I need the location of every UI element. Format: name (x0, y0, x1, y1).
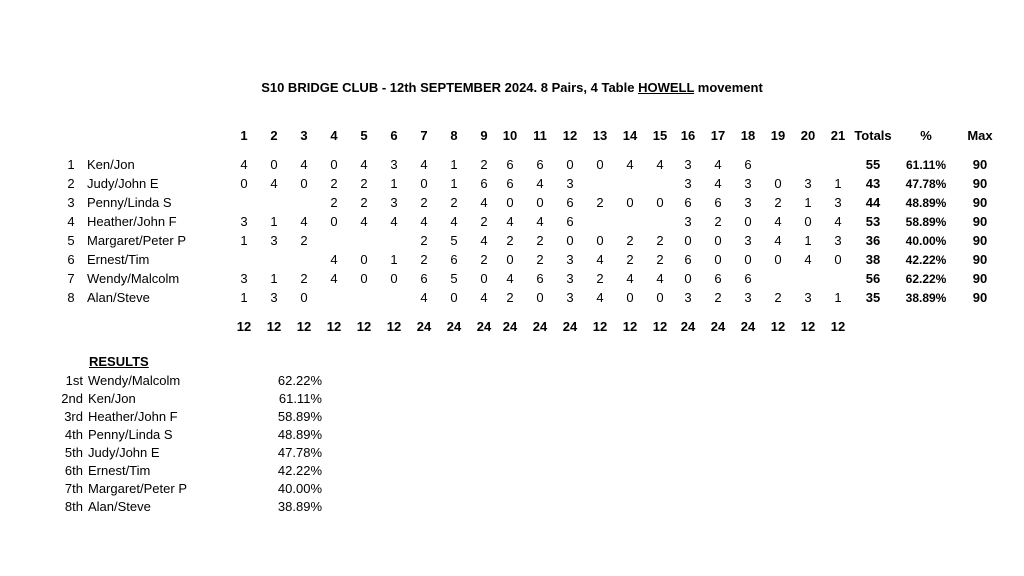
result-percent: 38.89% (277, 499, 322, 514)
score-cell: 0 (596, 233, 604, 248)
result-percent: 58.89% (277, 409, 322, 424)
pair-total: 35 (865, 290, 881, 305)
score-cell: 0 (420, 176, 428, 191)
score-cell: 2 (714, 214, 722, 229)
score-cell: 3 (684, 157, 692, 172)
score-cell: 2 (450, 195, 458, 210)
score-cell: 5 (450, 233, 458, 248)
score-cell: 2 (420, 233, 428, 248)
boards-count: 12 (296, 319, 312, 334)
score-cell: 2 (506, 233, 514, 248)
score-cell: 0 (506, 195, 514, 210)
result-percent: 48.89% (277, 427, 322, 442)
column-header: 17 (710, 128, 726, 143)
score-cell: 0 (330, 214, 338, 229)
score-cell: 4 (536, 176, 544, 191)
score-cell: 6 (684, 252, 692, 267)
totals-header: Totals (854, 128, 892, 143)
score-cell: 4 (420, 157, 428, 172)
score-cell: 2 (330, 195, 338, 210)
score-cell: 0 (656, 195, 664, 210)
score-cell: 1 (390, 176, 398, 191)
title-suffix: movement (694, 80, 763, 95)
result-percent: 61.11% (278, 391, 322, 406)
score-cell: 0 (626, 290, 634, 305)
result-name: Penny/Linda S (88, 427, 173, 442)
score-cell: 0 (596, 157, 604, 172)
score-cell: 1 (804, 195, 812, 210)
column-header: 21 (830, 128, 846, 143)
score-cell: 0 (300, 290, 308, 305)
score-cell: 2 (596, 195, 604, 210)
result-place: 5th (64, 445, 83, 460)
score-cell: 1 (804, 233, 812, 248)
score-cell: 2 (626, 252, 634, 267)
score-cell: 0 (684, 271, 692, 286)
score-cell: 0 (450, 290, 458, 305)
score-cell: 3 (744, 233, 752, 248)
score-cell: 6 (744, 157, 752, 172)
score-cell: 1 (450, 157, 458, 172)
score-cell: 2 (536, 233, 544, 248)
score-cell: 4 (270, 176, 278, 191)
score-cell: 2 (536, 252, 544, 267)
score-cell: 0 (774, 176, 782, 191)
column-header: 4 (330, 128, 338, 143)
score-cell: 6 (506, 176, 514, 191)
column-header: 19 (770, 128, 786, 143)
score-cell: 4 (506, 271, 514, 286)
column-header: 5 (360, 128, 368, 143)
score-cell: 2 (656, 233, 664, 248)
score-cell: 3 (684, 176, 692, 191)
score-cell: 0 (744, 214, 752, 229)
boards-count: 24 (532, 319, 548, 334)
boards-count: 24 (476, 319, 492, 334)
pair-name: Wendy/Malcolm (87, 271, 180, 286)
boards-count: 12 (266, 319, 282, 334)
score-cell: 4 (420, 290, 428, 305)
pair-percent: 62.22% (905, 272, 947, 286)
score-cell: 3 (270, 290, 278, 305)
score-cell: 6 (536, 157, 544, 172)
score-cell: 0 (270, 157, 278, 172)
score-cell: 3 (270, 233, 278, 248)
score-cell: 1 (390, 252, 398, 267)
column-header: 10 (502, 128, 518, 143)
score-cell: 4 (360, 214, 368, 229)
score-cell: 0 (656, 290, 664, 305)
result-place: 7th (64, 481, 83, 496)
score-cell: 3 (566, 271, 574, 286)
score-cell: 0 (714, 252, 722, 267)
pair-max: 90 (972, 195, 988, 210)
score-cell: 2 (360, 195, 368, 210)
score-cell: 4 (360, 157, 368, 172)
score-cell: 6 (450, 252, 458, 267)
score-cell: 3 (834, 233, 842, 248)
score-cell: 6 (566, 214, 574, 229)
score-cell: 0 (684, 233, 692, 248)
column-header: 11 (533, 128, 547, 143)
score-cell: 4 (714, 176, 722, 191)
score-cell: 4 (330, 252, 338, 267)
score-cell: 0 (566, 157, 574, 172)
result-name: Ken/Jon (88, 391, 136, 406)
boards-count: 12 (592, 319, 608, 334)
pair-percent: 47.78% (905, 177, 947, 191)
score-cell: 0 (300, 176, 308, 191)
score-cell: 2 (480, 157, 488, 172)
column-header: 8 (450, 128, 458, 143)
score-cell: 4 (626, 157, 634, 172)
score-cell: 4 (390, 214, 398, 229)
pair-percent: 58.89% (905, 215, 947, 229)
title-underlined-word: HOWELL (638, 80, 695, 95)
score-cell: 3 (684, 214, 692, 229)
boards-count: 24 (416, 319, 432, 334)
column-header: 1 (240, 128, 248, 143)
score-cell: 4 (450, 214, 458, 229)
result-percent: 40.00% (277, 481, 322, 496)
result-name: Wendy/Malcolm (88, 373, 181, 388)
pair-max: 90 (972, 271, 988, 286)
boards-count: 12 (800, 319, 816, 334)
pair-max: 90 (972, 157, 988, 172)
score-cell: 0 (744, 252, 752, 267)
score-cell: 4 (300, 157, 308, 172)
score-cell: 1 (240, 290, 248, 305)
score-cell: 6 (536, 271, 544, 286)
pair-number: 8 (67, 290, 75, 305)
result-place: 3rd (64, 409, 83, 424)
score-cell: 2 (596, 271, 604, 286)
result-name: Margaret/Peter P (88, 481, 187, 496)
score-cell: 4 (626, 271, 634, 286)
score-cell: 6 (684, 195, 692, 210)
boards-count: 12 (386, 319, 402, 334)
score-cell: 3 (566, 252, 574, 267)
score-cell: 0 (626, 195, 634, 210)
result-place: 8th (64, 499, 83, 514)
score-cell: 6 (714, 195, 722, 210)
column-header: 16 (680, 128, 696, 143)
score-cell: 2 (300, 233, 308, 248)
score-cell: 3 (684, 290, 692, 305)
score-cell: 4 (300, 214, 308, 229)
score-cell: 4 (596, 290, 604, 305)
pair-name: Alan/Steve (87, 290, 150, 305)
score-cell: 6 (506, 157, 514, 172)
result-percent: 62.22% (277, 373, 322, 388)
score-cell: 0 (480, 271, 488, 286)
column-header: 20 (800, 128, 816, 143)
document-title (0, 80, 1024, 95)
result-place: 1st (65, 373, 83, 388)
pair-name: Ken/Jon (87, 157, 135, 172)
score-cell: 2 (330, 176, 338, 191)
boards-count: 24 (740, 319, 756, 334)
score-cell: 2 (360, 176, 368, 191)
score-cell: 2 (656, 252, 664, 267)
score-cell: 4 (596, 252, 604, 267)
pair-name: Heather/John F (87, 214, 177, 229)
score-cell: 2 (774, 290, 782, 305)
score-cell: 0 (330, 157, 338, 172)
score-cell: 1 (270, 271, 278, 286)
pair-total: 53 (865, 214, 881, 229)
score-cell: 3 (744, 176, 752, 191)
score-cell: 0 (774, 252, 782, 267)
score-cell: 4 (804, 252, 812, 267)
score-cell: 4 (656, 271, 664, 286)
score-cell: 2 (420, 195, 428, 210)
score-cell: 2 (626, 233, 634, 248)
score-cell: 6 (420, 271, 428, 286)
score-cell: 0 (360, 252, 368, 267)
score-cell: 4 (480, 233, 488, 248)
pair-total: 36 (865, 233, 881, 248)
boards-count: 12 (770, 319, 786, 334)
score-cell: 6 (566, 195, 574, 210)
pair-number: 2 (67, 176, 75, 191)
column-header: 14 (622, 128, 638, 143)
score-cell: 1 (240, 233, 248, 248)
boards-count: 12 (622, 319, 638, 334)
result-place: 4th (64, 427, 83, 442)
score-cell: 1 (450, 176, 458, 191)
score-cell: 4 (656, 157, 664, 172)
column-header: 7 (420, 128, 428, 143)
boards-count: 12 (326, 319, 342, 334)
pair-number: 5 (67, 233, 75, 248)
score-cell: 3 (804, 290, 812, 305)
score-cell: 0 (714, 233, 722, 248)
score-cell: 3 (390, 195, 398, 210)
score-cell: 2 (420, 252, 428, 267)
score-cell: 4 (834, 214, 842, 229)
score-cell: 1 (270, 214, 278, 229)
column-header: 9 (480, 128, 488, 143)
score-cell: 2 (714, 290, 722, 305)
boards-count: 12 (652, 319, 668, 334)
result-name: Ernest/Tim (88, 463, 151, 478)
score-cell: 4 (330, 271, 338, 286)
result-percent: 47.78% (277, 445, 322, 460)
boards-count: 24 (680, 319, 696, 334)
score-cell: 3 (240, 271, 248, 286)
score-cell: 0 (536, 290, 544, 305)
pair-percent: 42.22% (905, 253, 947, 267)
column-header: 12 (562, 128, 578, 143)
result-name: Alan/Steve (88, 499, 151, 514)
score-cell: 2 (506, 290, 514, 305)
score-cell: 4 (714, 157, 722, 172)
pair-percent: 40.00% (905, 234, 947, 248)
boards-count: 24 (710, 319, 726, 334)
pair-number: 1 (67, 157, 75, 172)
column-header: 3 (300, 128, 308, 143)
score-cell: 0 (506, 252, 514, 267)
max-header: Max (967, 128, 993, 143)
pair-max: 90 (972, 233, 988, 248)
score-cell: 0 (240, 176, 248, 191)
score-cell: 3 (804, 176, 812, 191)
score-cell: 2 (480, 214, 488, 229)
title-text: S10 BRIDGE CLUB - 12th SEPTEMBER 2024. 8 Pairs, 4 Table (261, 80, 639, 95)
score-cell: 3 (566, 176, 574, 191)
column-header: 13 (592, 128, 608, 143)
score-cell: 1 (834, 176, 842, 191)
pair-max: 90 (972, 176, 988, 191)
pair-total: 38 (865, 252, 881, 267)
score-cell: 3 (240, 214, 248, 229)
score-cell: 1 (834, 290, 842, 305)
score-cell: 3 (744, 195, 752, 210)
score-cell: 0 (390, 271, 398, 286)
score-cell: 6 (714, 271, 722, 286)
pair-total: 56 (865, 271, 881, 286)
score-cell: 5 (450, 271, 458, 286)
column-header: 15 (652, 128, 668, 143)
column-header: 18 (740, 128, 756, 143)
boards-count: 12 (236, 319, 252, 334)
pair-total: 44 (865, 195, 881, 210)
score-cell: 4 (420, 214, 428, 229)
score-cell: 0 (360, 271, 368, 286)
pair-name: Judy/John E (87, 176, 159, 191)
score-cell: 4 (774, 233, 782, 248)
boards-count: 24 (562, 319, 578, 334)
column-header: 2 (270, 128, 278, 143)
result-name: Heather/John F (88, 409, 178, 424)
score-cell: 0 (566, 233, 574, 248)
score-cell: 4 (506, 214, 514, 229)
pair-number: 6 (67, 252, 75, 267)
boards-count: 24 (502, 319, 518, 334)
score-cell: 4 (240, 157, 248, 172)
pair-max: 90 (972, 290, 988, 305)
score-cell: 3 (390, 157, 398, 172)
pair-number: 4 (67, 214, 75, 229)
pair-percent: 61.11% (905, 158, 947, 172)
result-percent: 42.22% (277, 463, 322, 478)
score-cell: 0 (834, 252, 842, 267)
result-name: Judy/John E (88, 445, 160, 460)
score-cell: 6 (480, 176, 488, 191)
result-place: 2nd (61, 391, 83, 406)
boards-count: 12 (830, 319, 846, 334)
boards-count: 12 (356, 319, 372, 334)
score-cell: 4 (536, 214, 544, 229)
score-cell: 6 (744, 271, 752, 286)
pair-total: 55 (865, 157, 881, 172)
boards-count: 24 (446, 319, 462, 334)
result-place: 6th (64, 463, 83, 478)
score-cell: 2 (774, 195, 782, 210)
score-cell: 4 (480, 195, 488, 210)
score-cell: 0 (804, 214, 812, 229)
pair-name: Ernest/Tim (87, 252, 150, 267)
score-cell: 4 (480, 290, 488, 305)
results-heading: RESULTS (89, 354, 149, 369)
percent-header: % (920, 128, 932, 143)
score-cell: 3 (744, 290, 752, 305)
pair-name: Margaret/Peter P (87, 233, 186, 248)
column-header: 6 (390, 128, 398, 143)
score-cell: 4 (774, 214, 782, 229)
score-cell: 2 (480, 252, 488, 267)
pair-max: 90 (972, 214, 988, 229)
score-cell: 0 (536, 195, 544, 210)
score-cell: 3 (834, 195, 842, 210)
score-cell: 2 (300, 271, 308, 286)
score-cell: 3 (566, 290, 574, 305)
pair-number: 3 (67, 195, 75, 210)
pair-name: Penny/Linda S (87, 195, 172, 210)
pair-max: 90 (972, 252, 988, 267)
pair-total: 43 (865, 176, 881, 191)
pair-percent: 48.89% (905, 196, 947, 210)
pair-percent: 38.89% (905, 291, 947, 305)
pair-number: 7 (67, 271, 75, 286)
